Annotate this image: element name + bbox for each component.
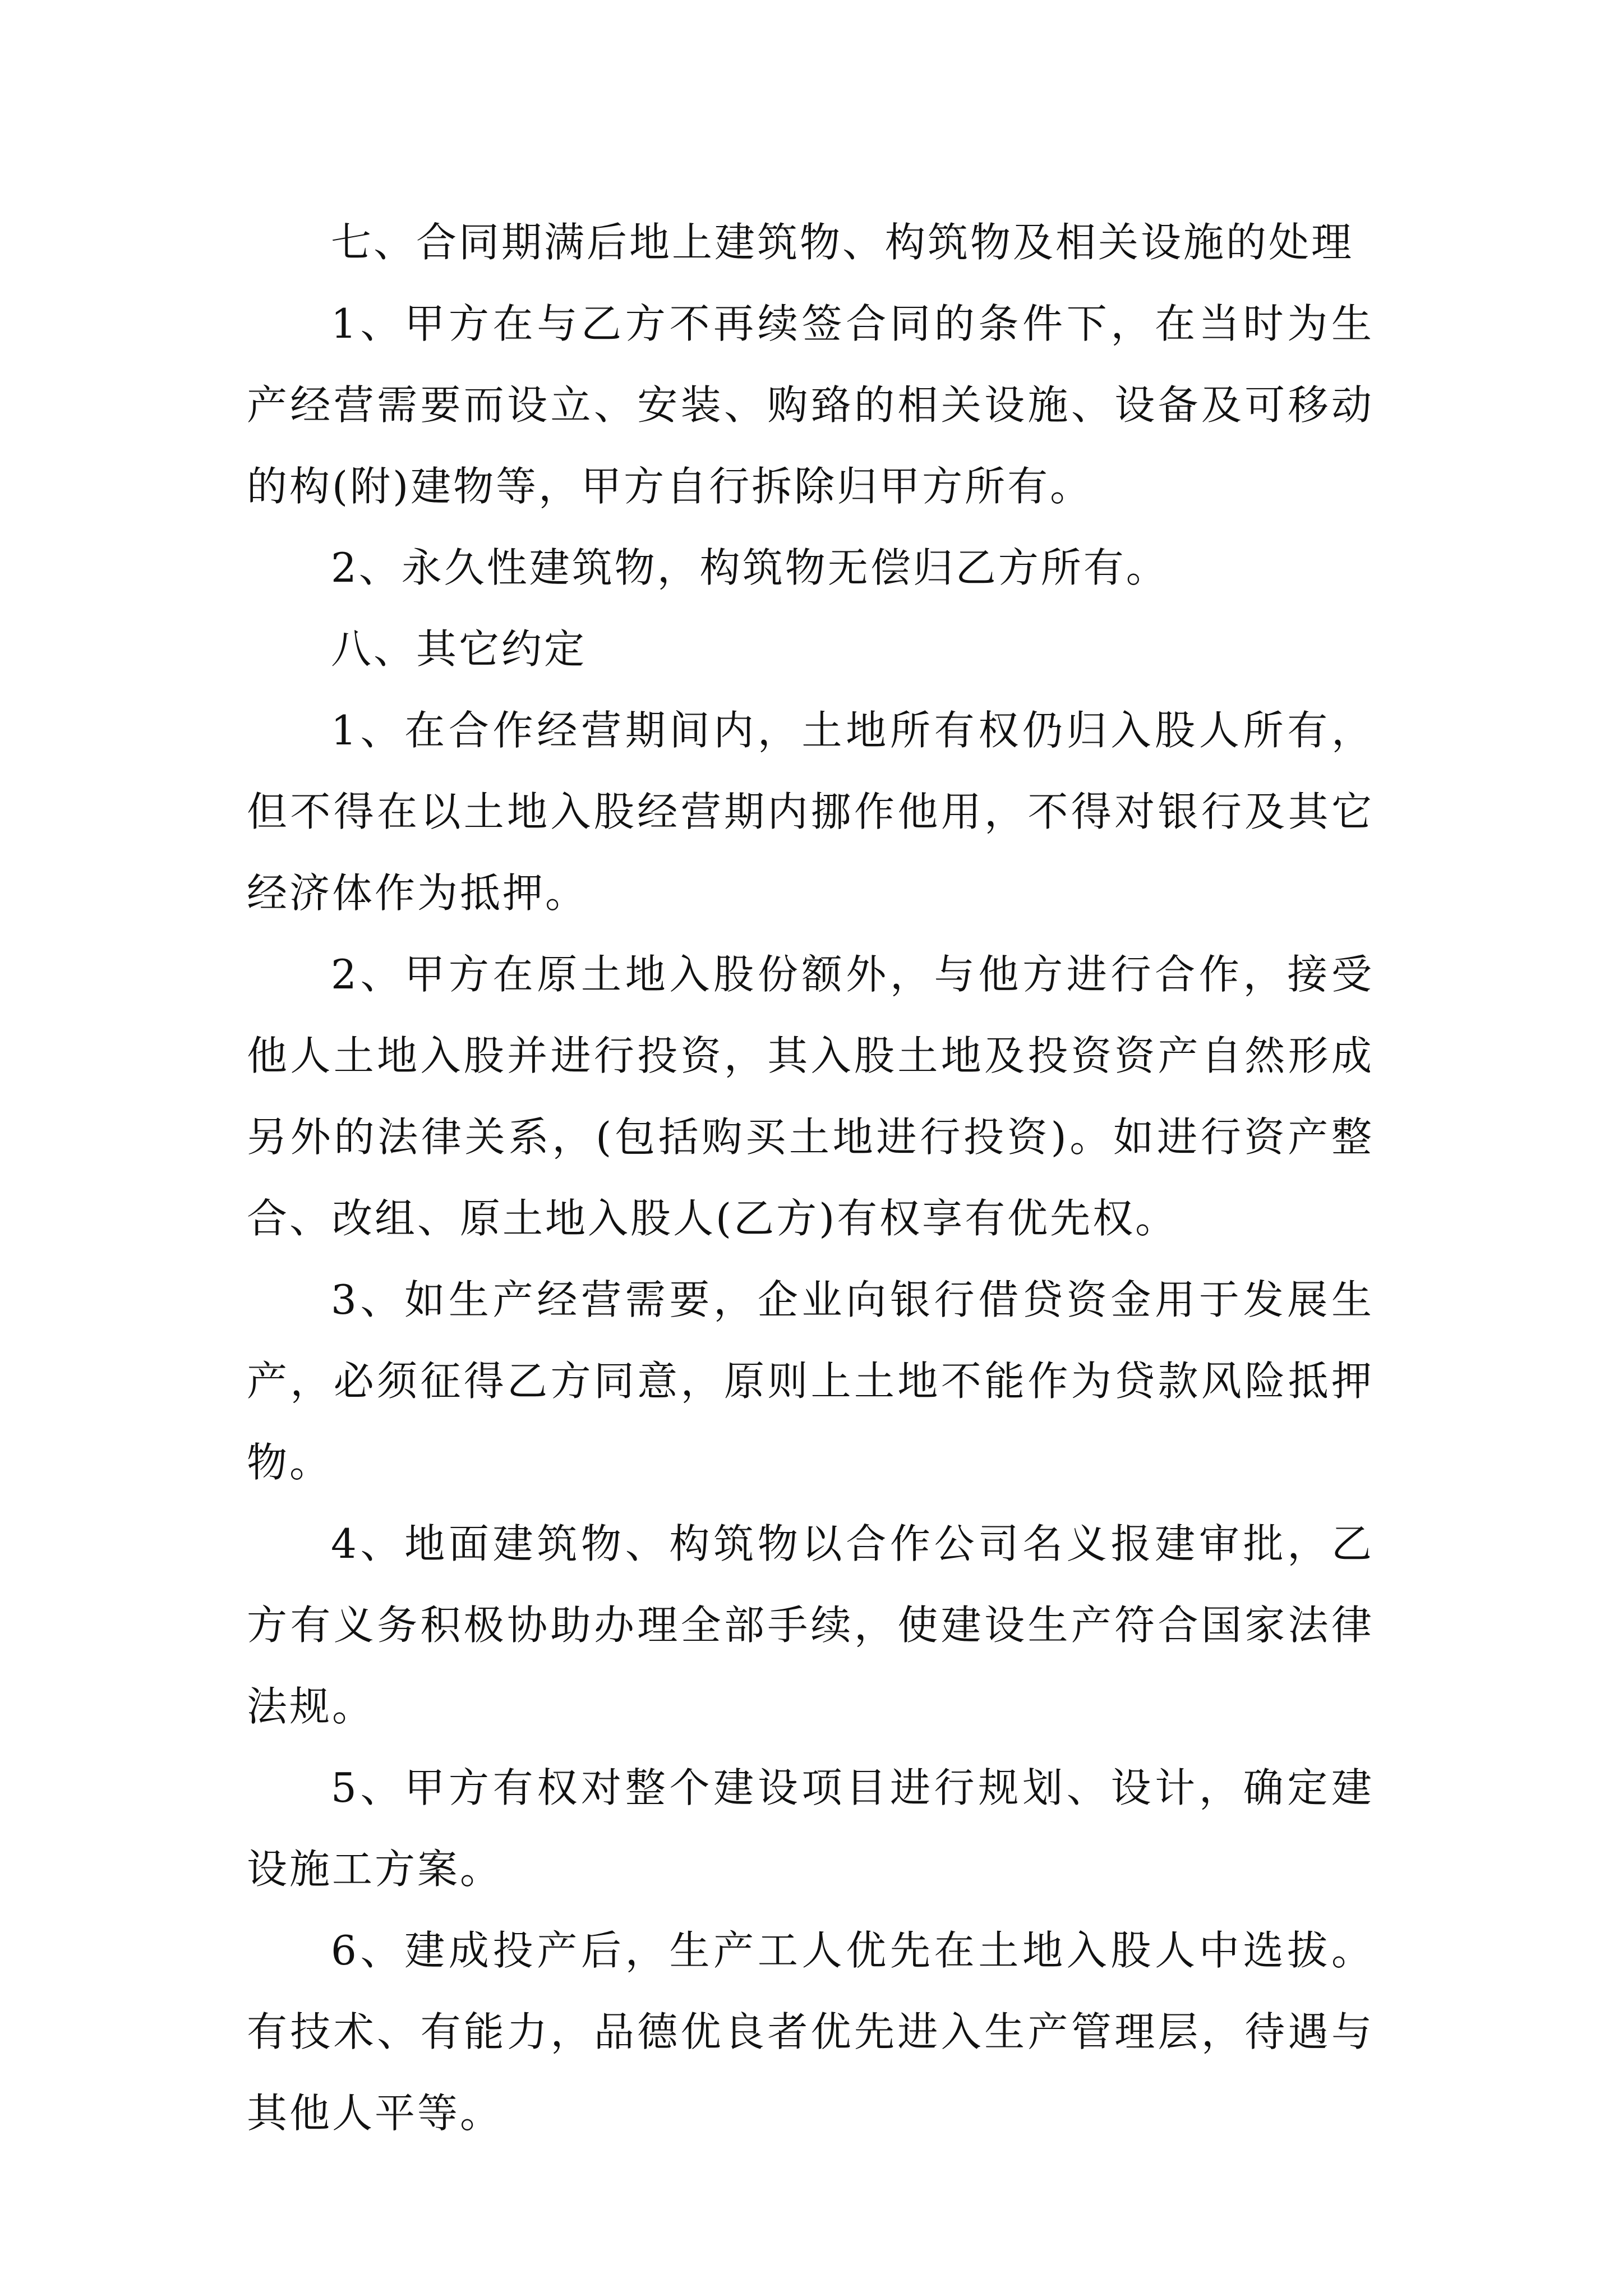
paragraph-7-2: 2、永久性建筑物，构筑物无偿归乙方所有。 — [331, 544, 1169, 591]
paragraph-8-1: 1、在合作经营期间内，土地所有权仍归入股人所有，但不得在以土地入股经营期内挪作他用，不得对银行及其它经济体作为抵押。 — [247, 707, 1374, 917]
paragraph-7-1: 1、甲方在与乙方不再续签合同的条件下，在当时为生产经营需要而设立、安装、购臵的相关设施、设备及可移动的构(附)建物等，甲方自行拆除归甲方所有。 — [247, 300, 1374, 510]
section-heading-seven: 七、合同期满后地上建筑物、构筑物及相关设施的处理 — [331, 219, 1354, 266]
paragraph-8-2: 2、甲方在原土地入股份额外，与他方进行合作，接受他人土地入股并进行投资，其入股土地及投资资产自然形成另外的法律关系，(包括购买土地进行投资)。如进行资产整合、改组、原土地入股人(乙方)有权享有优先权。 — [247, 951, 1374, 1242]
document-body — [247, 202, 1374, 2154]
section-heading-eight: 八、其它约定 — [331, 625, 587, 673]
paragraph-8-6: 6、建成投产后，生产工人优先在土地入股人中选拔。有技术、有能力，品德优良者优先进入生产管理层，待遇与其他人平等。 — [247, 1927, 1374, 2137]
paragraph-8-5: 5、甲方有权对整个建设项目进行规划、设计，确定建设施工方案。 — [247, 1764, 1374, 1893]
paragraph-8-4: 4、地面建筑物、构筑物以合作公司名义报建审批，乙方有义务积极协助办理全部手续，使建设生产符合国家法律法规。 — [247, 1520, 1374, 1730]
paragraph-8-3: 3、如生产经营需要，企业向银行借贷资金用于发展生产，必须征得乙方同意，原则上土地不能作为贷款风险抵押物。 — [247, 1276, 1374, 1486]
